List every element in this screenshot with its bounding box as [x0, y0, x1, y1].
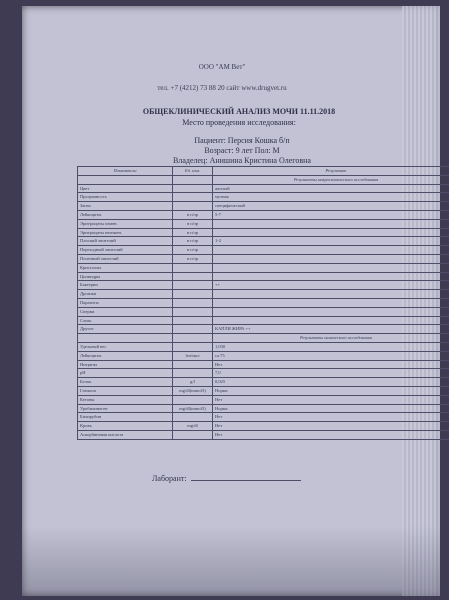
table-row [78, 316, 449, 325]
parameter-unit: в п/зр [173, 210, 213, 219]
table-row [78, 228, 449, 237]
table-row [78, 290, 449, 299]
lab-technician-label: Лаборант: [152, 474, 187, 483]
parameter-unit: в п/зр [173, 219, 213, 228]
parameter-result: желтый [213, 184, 449, 193]
document-page [22, 6, 440, 596]
patient-name: Пациент: Персия Кошка б/п [194, 136, 290, 145]
table-row [78, 351, 449, 360]
empty-cell [78, 175, 173, 184]
table-row [78, 298, 449, 307]
parameter-result [213, 272, 449, 281]
empty-cell [173, 175, 213, 184]
parameter-result: Нет [213, 360, 449, 369]
parameter-name: Белок [78, 378, 173, 387]
clinic-name: ООО "АМ Вет" [198, 63, 246, 71]
parameter-unit [173, 184, 213, 193]
parameter-result [213, 219, 449, 228]
table-row [78, 219, 449, 228]
title-main: ОБЩЕКЛИНИЧЕСКИЙ АНАЛИЗ МОЧИ 11.11.2018 [142, 107, 336, 116]
table-row [78, 246, 449, 255]
parameter-result: Нет [213, 413, 449, 422]
parameter-result: специфический [213, 202, 449, 211]
parameter-result: КАПЛИ ЖИРА ++ [213, 325, 449, 334]
parameter-name: Кровь [78, 422, 173, 431]
title-sub: Место проведения исследования: [182, 118, 296, 127]
parameter-name: Эритроциты измен. [78, 219, 173, 228]
parameter-result [213, 307, 449, 316]
patient-info [122, 136, 362, 166]
parameter-name: Паразиты [78, 298, 173, 307]
parameter-name: Нитриты [78, 360, 173, 369]
parameter-unit [173, 360, 213, 369]
clinic-contacts: тел. +7 (4212) 73 88 20 сайт www.drugvet.ru [157, 84, 287, 92]
parameter-result: Нет [213, 395, 449, 404]
table-row [78, 254, 449, 263]
parameter-name: Глюкоза [78, 386, 173, 395]
parameter-name: Билирубин [78, 413, 173, 422]
parameter-name: Дрожжи [78, 290, 173, 299]
parameter-unit [173, 263, 213, 272]
parameter-name: Кристаллы [78, 263, 173, 272]
table-row [78, 237, 449, 246]
parameter-unit [173, 298, 213, 307]
parameter-result: 1,030 [213, 342, 449, 351]
clinic-header [92, 62, 352, 93]
parameter-unit [173, 325, 213, 334]
parameter-result: 5-7 [213, 210, 449, 219]
parameter-unit: в п/зр [173, 246, 213, 255]
parameter-result [213, 246, 449, 255]
parameter-unit [173, 272, 213, 281]
parameter-unit: в п/зр [173, 237, 213, 246]
table-header-row [78, 167, 449, 176]
parameter-name: Другое [78, 325, 173, 334]
parameter-unit: leu/мкл [173, 351, 213, 360]
parameter-name: Цилиндры [78, 272, 173, 281]
parameter-unit [173, 342, 213, 351]
document-title [114, 106, 364, 128]
section-title: Результаты химического исследования [213, 334, 449, 343]
table-row [78, 307, 449, 316]
parameter-name: pH [78, 369, 173, 378]
parameter-result: мутная [213, 193, 449, 202]
parameter-name: Лейкоциты [78, 210, 173, 219]
table-row [78, 395, 449, 404]
column-header: Ед. изм. [173, 167, 213, 176]
parameter-name: Слизь [78, 316, 173, 325]
parameter-name: Удельный вес [78, 342, 173, 351]
table-row [78, 342, 449, 351]
patient-age: Возраст: 9 лет Пол: М [204, 146, 280, 155]
column-header: Результат [213, 167, 449, 176]
table-row [78, 369, 449, 378]
parameter-unit [173, 307, 213, 316]
parameter-unit [173, 281, 213, 290]
table-row [78, 386, 449, 395]
parameter-result: 0,025 [213, 378, 449, 387]
parameter-name: Бактерии [78, 281, 173, 290]
parameter-unit [173, 193, 213, 202]
table-row [78, 422, 449, 431]
parameter-unit: mg/dl(mmol/l) [173, 386, 213, 395]
table-row [78, 202, 449, 211]
parameter-result [213, 298, 449, 307]
parameter-result [213, 254, 449, 263]
parameter-result: Нет [213, 422, 449, 431]
table-row [78, 378, 449, 387]
table-row [78, 272, 449, 281]
table-row [78, 430, 449, 439]
table-row [78, 193, 449, 202]
parameter-name: Эритроциты неизмен. [78, 228, 173, 237]
parameter-result: Норма [213, 386, 449, 395]
parameter-result: Нет [213, 430, 449, 439]
table-row [78, 263, 449, 272]
footer [152, 474, 372, 483]
parameter-unit [173, 369, 213, 378]
parameter-result [213, 263, 449, 272]
parameter-result: ++ [213, 281, 449, 290]
section-chemical [78, 334, 449, 343]
table-row [78, 413, 449, 422]
parameter-result: ca.75 [213, 351, 449, 360]
signature-line [191, 480, 301, 481]
table-row [78, 184, 449, 193]
column-header: Показатели [78, 167, 173, 176]
empty-cell [78, 334, 173, 343]
section-macroscopic [78, 175, 449, 184]
parameter-name: Запах [78, 202, 173, 211]
parameter-name: Уробилиноген [78, 404, 173, 413]
parameter-result: 7,0 [213, 369, 449, 378]
parameter-name: Прозрачность [78, 193, 173, 202]
section-title: Результаты макроскопического исследования [213, 175, 449, 184]
empty-cell [173, 334, 213, 343]
table-row [78, 281, 449, 290]
table-row [78, 210, 449, 219]
parameter-name: Цвет [78, 184, 173, 193]
parameter-unit: в п/зр [173, 254, 213, 263]
parameter-unit [173, 316, 213, 325]
parameter-unit [173, 202, 213, 211]
parameter-result [213, 228, 449, 237]
results-table [77, 166, 449, 440]
parameter-unit: g/l [173, 378, 213, 387]
table-row [78, 360, 449, 369]
parameter-name: Лейкоциты [78, 351, 173, 360]
parameter-result [213, 290, 449, 299]
bottom-shadow [22, 526, 440, 596]
table-row [78, 404, 449, 413]
parameter-unit: mg/dl [173, 422, 213, 431]
owner-name: Владелец: Анишина Кристина Олеговна [173, 156, 311, 165]
parameter-name: Кетоны [78, 395, 173, 404]
parameter-unit: в п/зр [173, 228, 213, 237]
parameter-name: Аскорбиновая кислота [78, 430, 173, 439]
table-row [78, 325, 449, 334]
parameter-name: Плоский эпителий [78, 237, 173, 246]
parameter-unit [173, 395, 213, 404]
parameter-unit [173, 430, 213, 439]
parameter-name: Почечный эпителий [78, 254, 173, 263]
parameter-name: Сперма [78, 307, 173, 316]
parameter-result [213, 316, 449, 325]
parameter-result: Норма [213, 404, 449, 413]
parameter-unit: mg/dl(mmol/l) [173, 404, 213, 413]
parameter-name: Переходный эпителий [78, 246, 173, 255]
parameter-result: 1-2 [213, 237, 449, 246]
parameter-unit [173, 290, 213, 299]
parameter-unit [173, 413, 213, 422]
